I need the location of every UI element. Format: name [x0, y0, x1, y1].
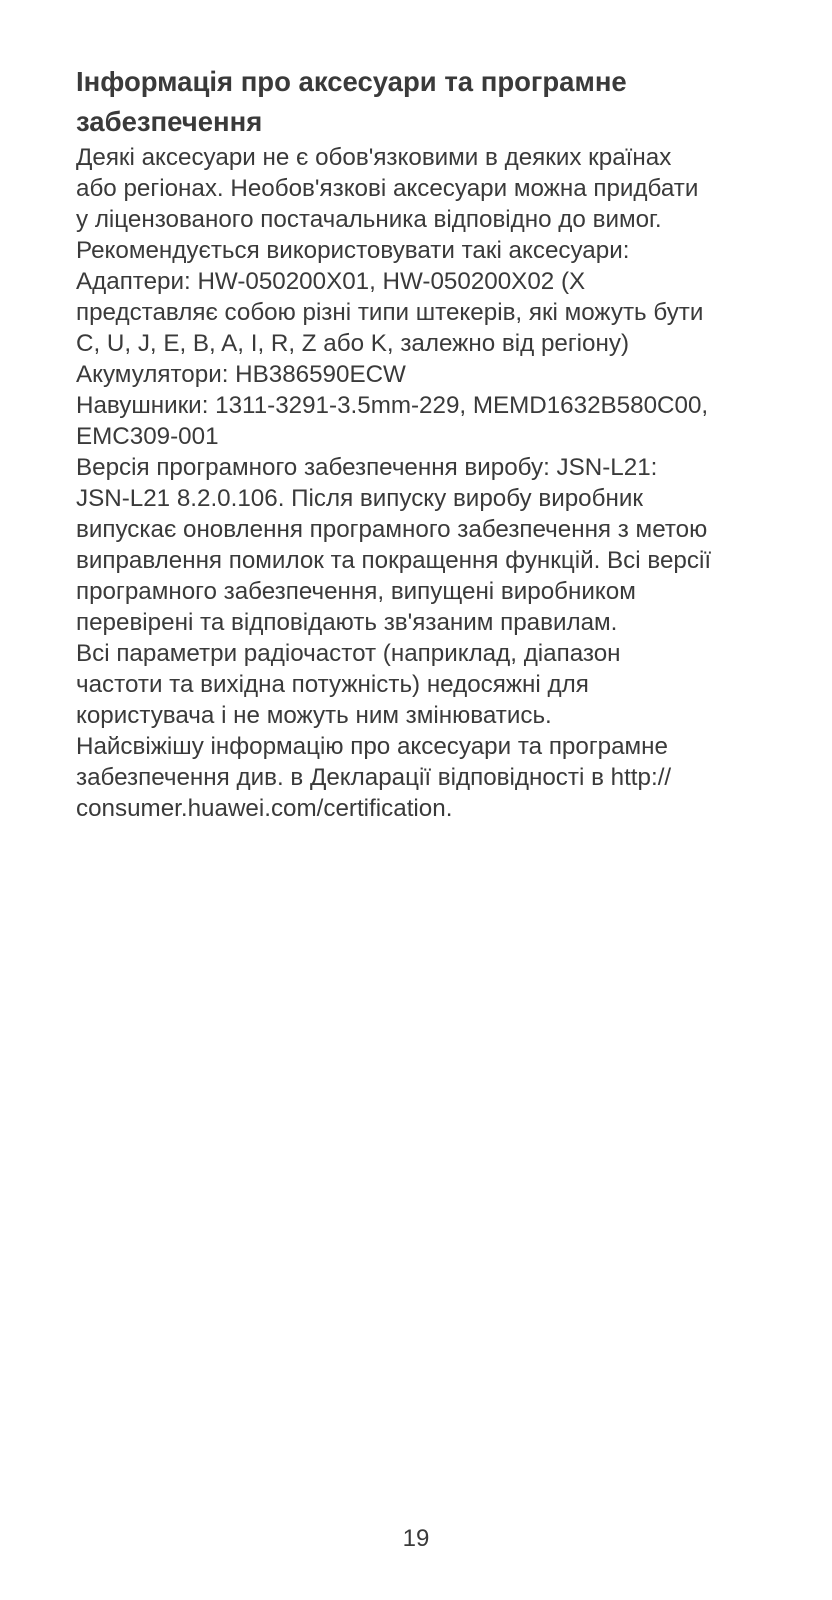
paragraph-latest-info: Найсвіжішу інформацію про аксесуари та програмне забезпечення див. в Декларації відповідності в http:// consumer.huawei.com/certification. — [76, 733, 672, 822]
page-number: 19 — [402, 1525, 430, 1552]
paragraph-accessories-intro: Деякі аксесуари не є обов'язковими в деяких країнах або регіонах. Необов'язкові аксесуари можна придбати у ліцензованого постачальника відповідно до вимог. Рекомендується використовувати такі аксесуари: — [76, 144, 699, 264]
paragraph-radio-parameters: Всі параметри радіочастот (наприклад, діапазон частоти та вихідна потужність) недосяжні для користувача і не можуть ним змінюватись. — [76, 640, 621, 729]
section-title: Інформація про аксесуари та програмне забезпечення — [76, 66, 627, 137]
paragraph-headphones: Навушники: 1311-3291-3.5mm-229, MEMD1632B580C00, EMC309-001 — [76, 392, 709, 450]
document-content — [76, 62, 776, 824]
paragraph-batteries: Акумулятори: HB386590ECW — [76, 361, 406, 388]
paragraph-software-version: Версія програмного забезпечення виробу: JSN-L21: JSN-L21 8.2.0.106. Після випуску виробу виробник випускає оновлення програмного забезпечення з метою виправлення помилок та покращення функцій. Всі версії програмного забезпечення, випущені виробником перевірені та відповідають зв'язаним правилам. — [76, 454, 712, 636]
paragraph-adapters: Адаптери: HW-050200X01, HW-050200X02 (X представляє собою різні типи штекерів, які можуть бути C, U, J, E, B, A, I, R, Z або K, залежно від регіону) — [76, 268, 704, 357]
